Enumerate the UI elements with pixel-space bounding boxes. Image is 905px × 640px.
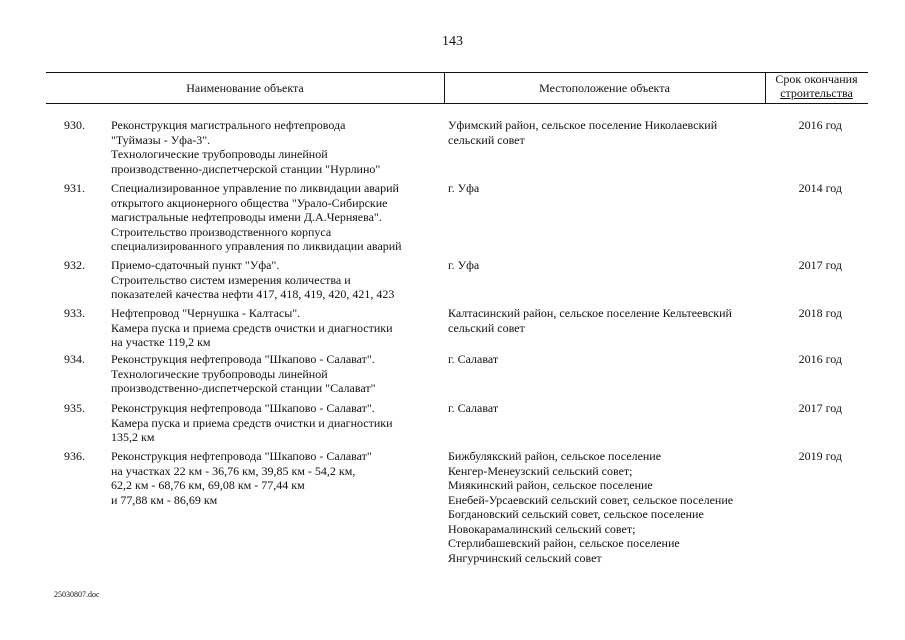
location-line: Стерлибашевский район, сельское поселение	[448, 536, 680, 550]
completion-year: 2014 год	[798, 181, 842, 195]
object-name-line: Реконструкция нефтепровода "Шкапово - Салават".	[111, 401, 375, 415]
row-number: 935.	[64, 401, 85, 415]
location-line: сельский совет	[448, 132, 525, 147]
table-header-rule	[46, 103, 868, 104]
object-name-line: "Туймазы - Уфа-3".	[111, 132, 211, 147]
object-name-line: Нефтепровод "Чернушка - Калтасы".	[111, 306, 301, 320]
object-name-cell	[111, 181, 441, 254]
row-number: 931.	[64, 181, 85, 195]
location-cell	[448, 181, 763, 196]
object-name-line: магистральные нефтепроводы имени Д.А.Черняева".	[111, 210, 382, 224]
location-line: Уфимский район, сельское поселение Николаевский	[448, 118, 718, 132]
row-number: 933.	[64, 306, 85, 320]
object-name-line: Технологические трубопроводы линейной	[111, 147, 328, 161]
header-location-column: Местоположение объекта	[539, 81, 670, 95]
location-line: г. Уфа	[448, 181, 480, 195]
location-line: Енебей-Урсаевский сельский совет, сельское поселение	[448, 492, 734, 507]
location-line: г. Уфа	[448, 258, 480, 272]
header-name-column: Наименование объекта	[186, 81, 304, 95]
object-name-line: специализированного управления по ликвидации аварий	[111, 239, 402, 253]
object-name-line: открытого акционерного общества "Урало-Сибирские	[111, 195, 388, 210]
location-cell	[448, 449, 763, 565]
location-line: г. Салават	[448, 352, 499, 366]
location-cell	[448, 306, 763, 335]
location-line: Кенгер-Менеузский сельский совет;	[448, 463, 633, 478]
object-name-line: Строительство производственного корпуса	[111, 224, 332, 239]
location-cell	[448, 258, 763, 273]
completion-year: 2017 год	[798, 401, 842, 415]
object-name-line: Строительство систем измерения количества и	[111, 272, 351, 287]
row-number: 936.	[64, 449, 85, 463]
location-cell	[448, 401, 763, 416]
header-term-line2: строительства	[780, 86, 853, 100]
object-name-cell	[111, 401, 441, 445]
completion-year: 2018 год	[798, 306, 842, 320]
location-line: Богдановский сельский совет, сельское поселение	[448, 507, 704, 521]
object-name-line: 135,2 км	[111, 430, 155, 444]
object-name-line: на участках 22 км - 36,76 км, 39,85 км - 54,2 км,	[111, 463, 356, 478]
row-number: 932.	[64, 258, 85, 272]
location-line: г. Салават	[448, 401, 499, 415]
location-line: сельский совет	[448, 320, 525, 335]
location-line: Янгурчинский сельский совет	[448, 550, 602, 565]
object-name-line: показателей качества нефти 417, 418, 419, 420, 421, 423	[111, 287, 395, 301]
object-name-line: Камера пуска и приема средств очистки и диагностики	[111, 415, 393, 430]
location-cell	[448, 352, 763, 367]
location-line: Бижбулякский район, сельское поселение	[448, 449, 662, 463]
row-number: 930.	[64, 118, 85, 132]
footer-filename: 25030807.doc	[54, 590, 100, 599]
object-name-cell	[111, 306, 441, 350]
completion-year: 2017 год	[798, 258, 842, 272]
object-name-cell	[111, 258, 441, 302]
object-name-cell	[111, 118, 441, 176]
header-term-column	[765, 72, 868, 100]
object-name-cell	[111, 449, 441, 507]
object-name-line: Реконструкция нефтепровода "Шкапово - Салават".	[111, 352, 375, 366]
object-name-line: на участке 119,2 км	[111, 335, 211, 349]
location-cell	[448, 118, 763, 147]
object-name-line: Специализированное управление по ликвидации аварий	[111, 181, 399, 195]
object-name-line: производственно-диспетчерской станции "Салават"	[111, 381, 376, 395]
table-top-rule	[46, 72, 868, 73]
object-name-line: производственно-диспетчерской станции "Нурлино"	[111, 161, 381, 176]
page-number: 143	[442, 34, 463, 49]
object-name-line: Реконструкция магистрального нефтепровода	[111, 118, 346, 132]
object-name-line: Технологические трубопроводы линейной	[111, 366, 328, 381]
object-name-line: Камера пуска и приема средств очистки и диагностики	[111, 320, 393, 335]
completion-year: 2016 год	[798, 118, 842, 132]
location-line: Миякинский район, сельское поселение	[448, 478, 653, 492]
row-number: 934.	[64, 352, 85, 366]
location-line: Новокарамалинский сельский совет;	[448, 521, 636, 536]
object-name-line: Приемо-сдаточный пункт "Уфа".	[111, 258, 280, 272]
object-name-line: и 77,88 км - 86,69 км	[111, 492, 218, 507]
header-term-line1: Срок окончания	[775, 72, 858, 86]
location-line: Калтасинский район, сельское поселение Кельтеевский	[448, 306, 732, 320]
completion-year: 2016 год	[798, 352, 842, 366]
object-name-cell	[111, 352, 441, 396]
completion-year: 2019 год	[798, 449, 842, 463]
object-name-line: 62,2 км - 68,76 км, 69,08 км - 77,44 км	[111, 478, 305, 492]
object-name-line: Реконструкция нефтепровода "Шкапово - Салават"	[111, 449, 372, 463]
